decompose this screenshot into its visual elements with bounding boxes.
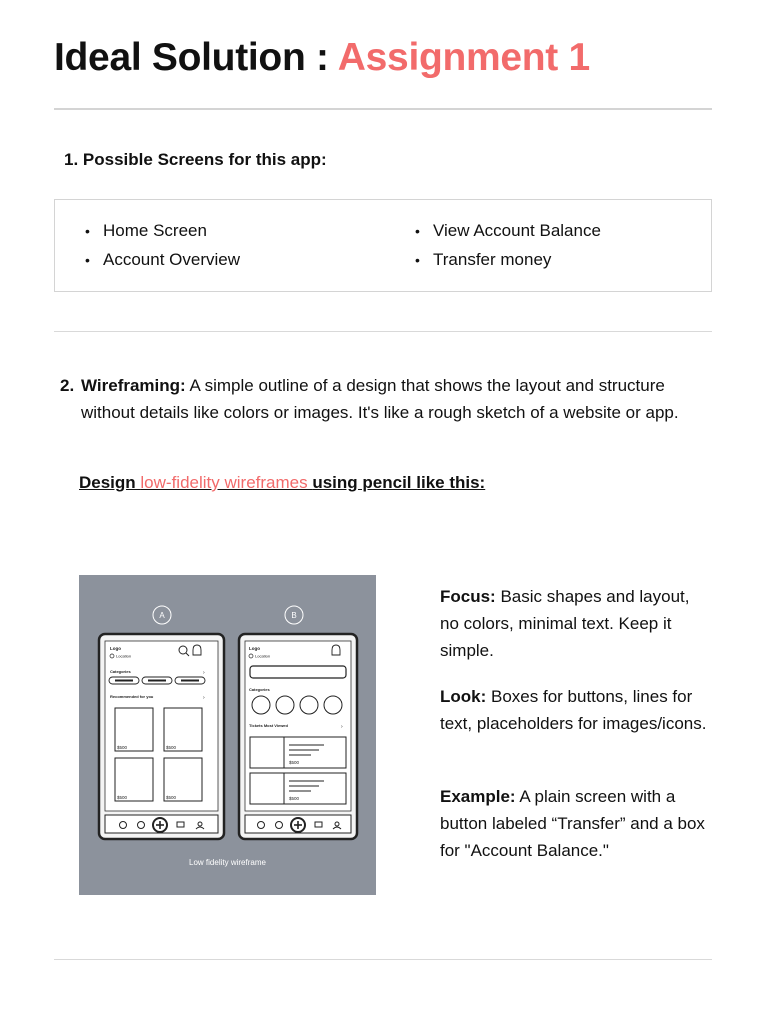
note-label: Look: <box>440 687 487 706</box>
screen-item: • Transfer money <box>415 249 601 278</box>
phone-a-categories: Categories <box>110 669 131 674</box>
svg-text:›: › <box>203 695 205 701</box>
phone-a-logo: Logo <box>110 646 121 651</box>
phone-b-logo: Logo <box>249 646 260 651</box>
screen-item: • Account Overview <box>85 249 240 278</box>
phone-a-recommended: Recommended for you <box>110 694 154 699</box>
screen-item: • View Account Balance <box>415 220 601 249</box>
screens-list-left <box>85 220 240 278</box>
bottom-divider <box>54 959 712 960</box>
title-accent: Assignment 1 <box>337 36 590 79</box>
note-text: A plain screen with a button labeled “Transfer” and a box for "Account Balance." <box>440 787 705 860</box>
section1-heading <box>64 150 327 170</box>
phone-b-price: $500 <box>289 760 300 765</box>
screens-list-right <box>415 220 601 278</box>
note-focus <box>440 583 710 664</box>
section1-number: 1. <box>64 150 79 169</box>
top-divider <box>54 108 712 110</box>
phone-a <box>99 634 224 839</box>
design-prefix: Design <box>79 473 141 492</box>
low-fidelity-link[interactable]: low-fidelity wireframes <box>140 473 313 492</box>
phone-a-price: $500 <box>117 745 128 750</box>
wireframe-image <box>79 575 376 895</box>
screens-box <box>54 199 712 292</box>
wireframe-caption: Low fidelity wireframe <box>189 858 266 867</box>
wireframing-paragraph <box>60 372 710 426</box>
phone-b-tickets: Tickets Most Viewed <box>249 723 288 728</box>
label-b-badge <box>285 606 303 624</box>
phone-b <box>239 634 357 839</box>
screen-item: • Home Screen <box>85 220 240 249</box>
wireframing-term: Wireframing: <box>81 376 186 395</box>
wireframe-illustration <box>79 575 376 895</box>
phone-a-location: Location <box>116 653 132 659</box>
svg-text:›: › <box>341 724 343 730</box>
middle-divider <box>54 331 712 332</box>
page-title <box>54 36 590 80</box>
phone-b-categories: Categories <box>249 687 270 692</box>
note-example <box>440 783 710 864</box>
label-b: B <box>291 611 297 620</box>
svg-text:›: › <box>203 670 205 676</box>
design-instruction <box>79 473 485 493</box>
phone-a-price: $500 <box>166 795 177 800</box>
phone-a-price: $500 <box>117 795 128 800</box>
note-label: Focus: <box>440 587 496 606</box>
section2-number: 2. <box>60 376 75 395</box>
phone-a-price: $500 <box>166 745 177 750</box>
phone-b-location: Location <box>255 653 271 659</box>
label-a: A <box>159 611 165 620</box>
label-a-badge <box>153 606 171 624</box>
note-label: Example: <box>440 787 516 806</box>
note-text: Basic shapes and layout, no colors, minimal text. Keep it simple. <box>440 587 690 660</box>
title-main: Ideal Solution : <box>54 36 338 79</box>
section1-title: Possible Screens for this app: <box>82 150 327 169</box>
note-text: Boxes for buttons, lines for text, placeholders for images/icons. <box>440 687 707 733</box>
design-suffix: using pencil like this: <box>312 473 486 492</box>
wireframing-definition: A simple outline of a design that shows the layout and structure without details like colors or images. It's like a rough sketch of a website or app. <box>81 376 679 422</box>
phone-b-price: $500 <box>289 796 300 801</box>
note-look <box>440 683 710 737</box>
